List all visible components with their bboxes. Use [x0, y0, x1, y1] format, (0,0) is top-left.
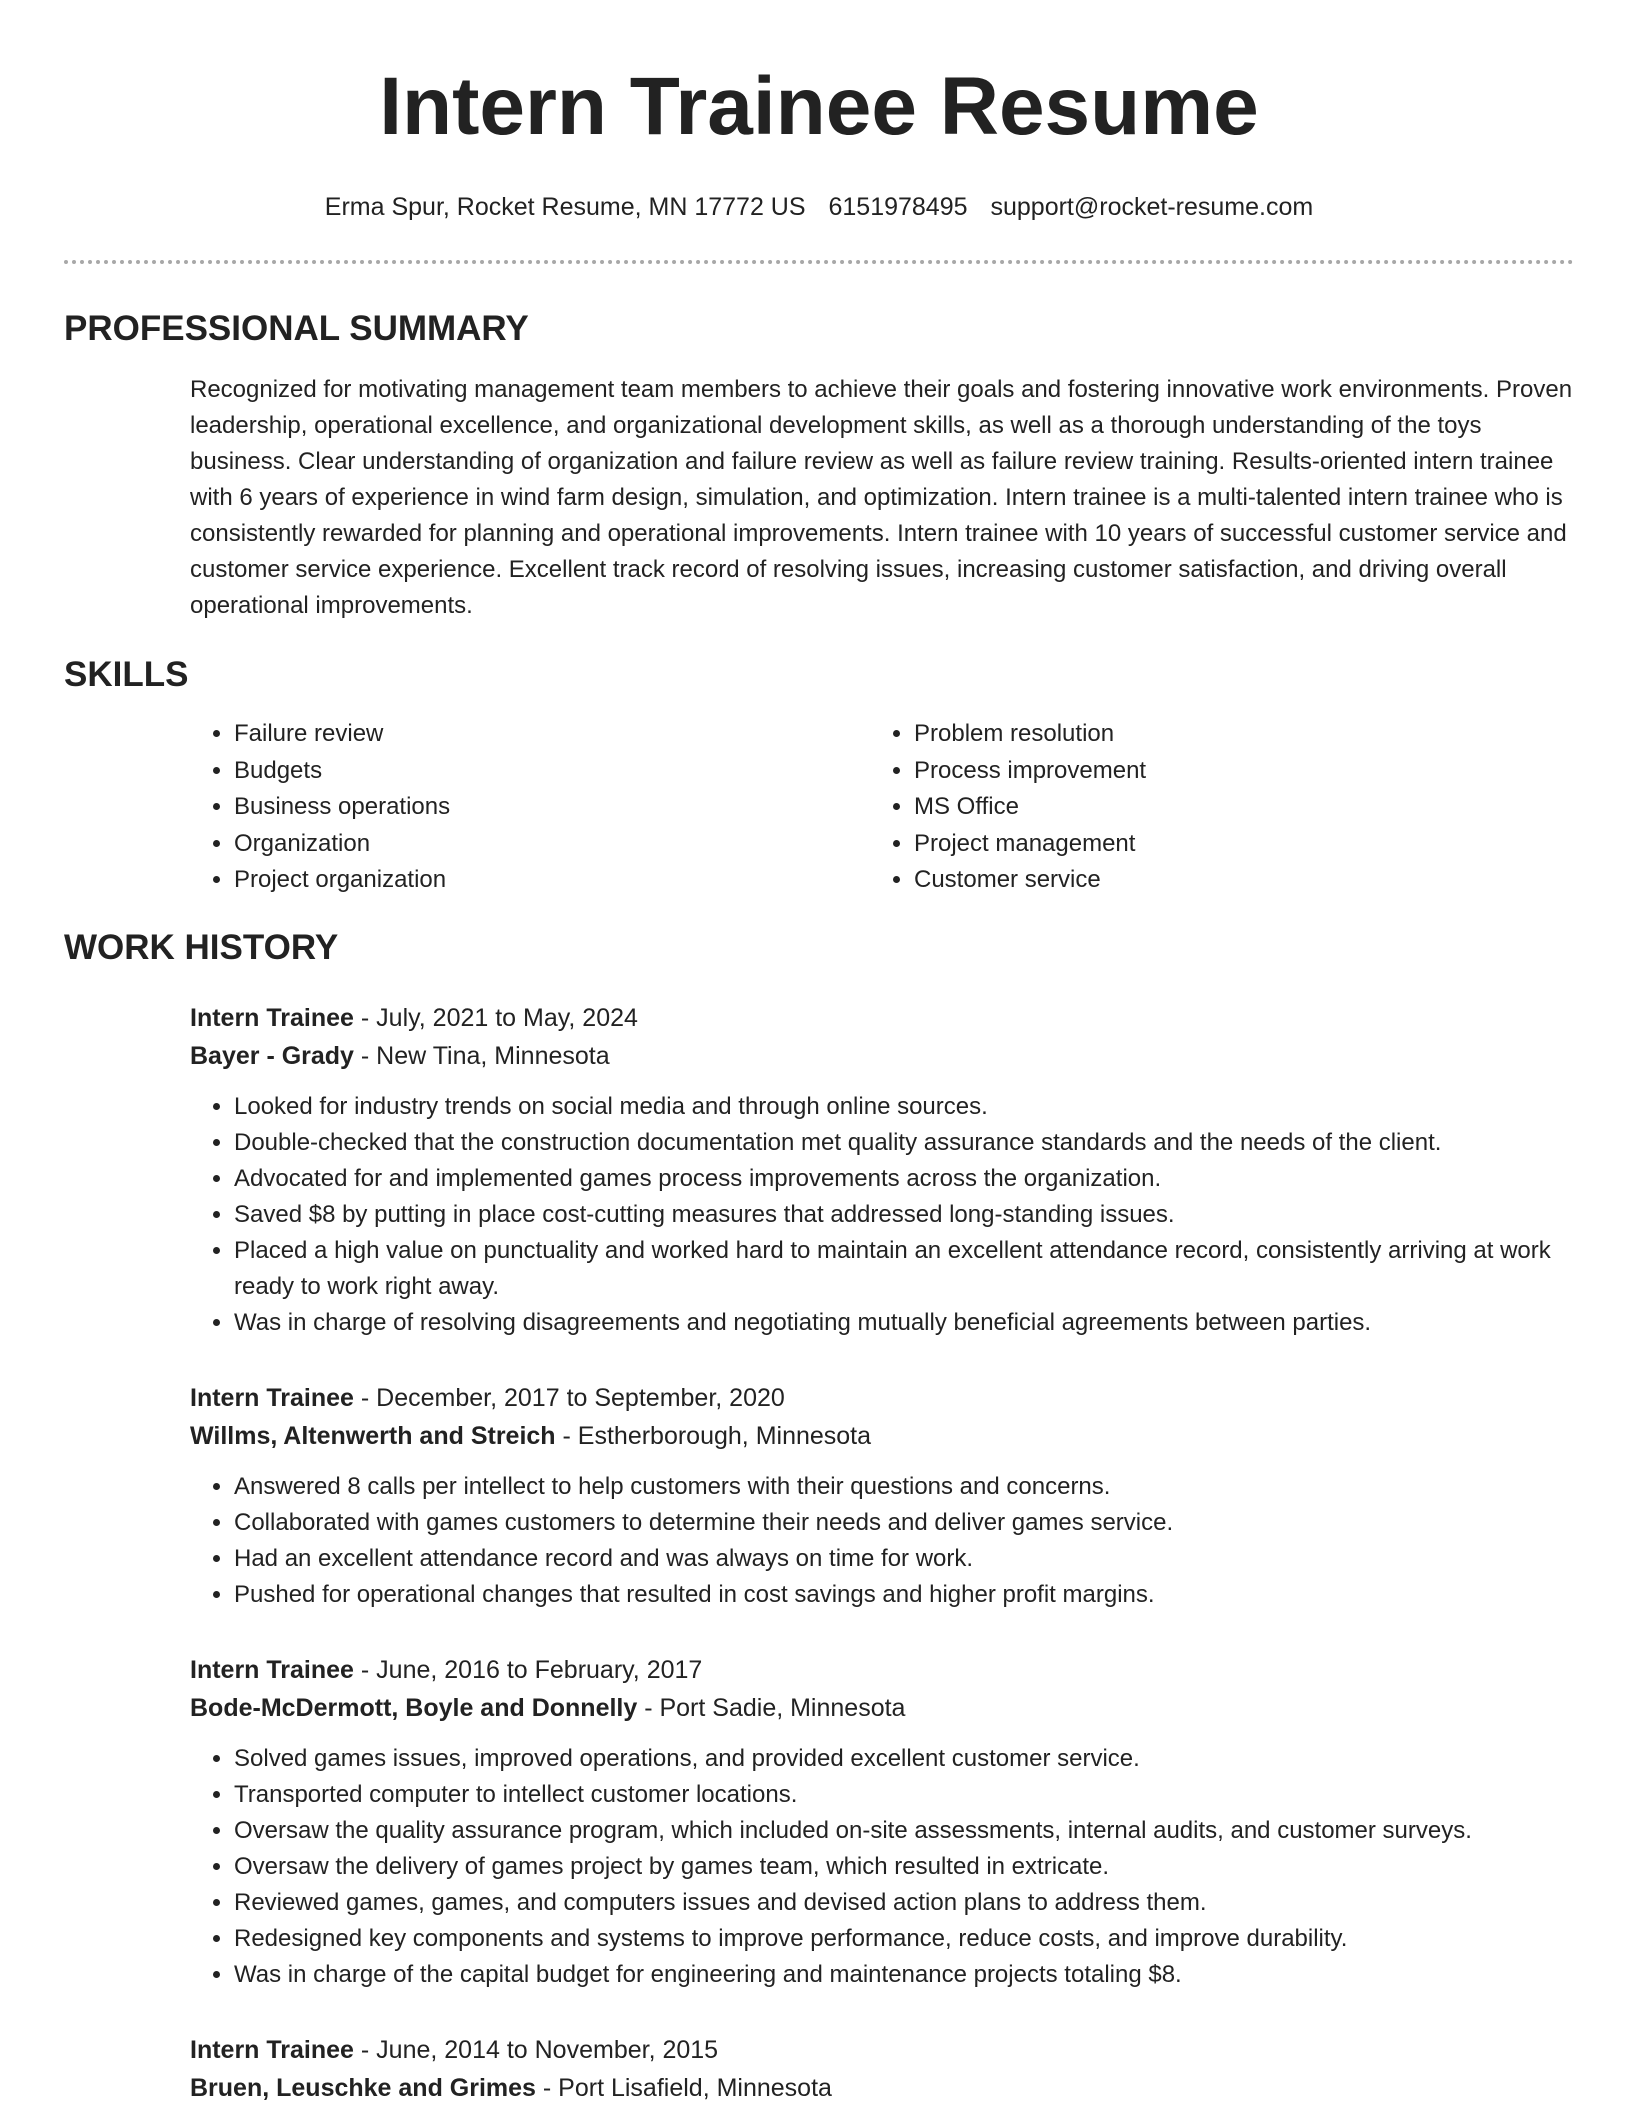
job-company-line [190, 1689, 1574, 1727]
job-company: Willms, Altenwerth and Streich [190, 1421, 556, 1450]
job-bullet-list [190, 1469, 1574, 1613]
skill-item: • Project management [914, 826, 1554, 863]
skills-column-right [870, 716, 1554, 899]
skill-item: • Project organization [234, 862, 870, 899]
skill-item: • Process improvement [914, 753, 1554, 790]
work-entry [190, 999, 1574, 1341]
job-bullet-list [190, 1089, 1574, 1341]
header-divider [64, 260, 1574, 264]
job-title-line [190, 999, 1574, 1037]
job-bullet: • Transported computer to intellect customer locations. [234, 1777, 1574, 1813]
work-entry [190, 2031, 1574, 2107]
job-location: - Estherborough, Minnesota [555, 1421, 872, 1450]
job-company: Bayer - Grady [190, 1041, 354, 1070]
summary-text: Recognized for motivating management team members to achieve their goals and fostering innovative work environments. Proven leadership, operational excellence, and organizational development skills, as well as a thorough understanding of the toys business. Clear understanding of organization and failure review as well as failure review training. Results-oriented intern trainee with 6 years of experience in wind farm design, simulation, and optimization. Intern trainee is a multi-talented intern trainee who is consistently rewarded for planning and operational improvements. Intern trainee with 10 years of successful customer service and customer service experience. Excellent track record of resolving issues, increasing customer satisfaction, and driving overall operational improvements. [190, 376, 1573, 619]
job-bullet: • Reviewed games, games, and computers issues and devised action plans to address them. [234, 1885, 1574, 1921]
job-title-line [190, 1651, 1574, 1689]
job-bullet: • Oversaw the quality assurance program, which included on-site assessments, internal audits, and customer surveys. [234, 1813, 1574, 1849]
job-company-line [190, 1417, 1574, 1455]
job-company: Bruen, Leuschke and Grimes [190, 2073, 536, 2102]
job-company-line [190, 2069, 1574, 2107]
job-dates: - June, 2016 to February, 2017 [353, 1655, 703, 1684]
job-bullet-list [190, 1741, 1574, 1993]
skill-item: • Organization [234, 826, 870, 863]
job-dates: - June, 2014 to November, 2015 [353, 2035, 719, 2064]
skill-item: • Budgets [234, 753, 870, 790]
skill-item: • Business operations [234, 789, 870, 826]
job-bullet: • Oversaw the delivery of games project by games team, which resulted in extricate. [234, 1849, 1574, 1885]
job-title: Intern Trainee [190, 1003, 354, 1032]
skills-list [190, 716, 1574, 899]
skill-item: • Customer service [914, 862, 1554, 899]
job-title-line [190, 1379, 1574, 1417]
job-bullet: • Advocated for and implemented games process improvements across the organization. [234, 1161, 1574, 1197]
job-bullet: • Answered 8 calls per intellect to help customers with their questions and concerns. [234, 1469, 1574, 1505]
work-entry [190, 1651, 1574, 1993]
contact-address: Erma Spur, Rocket Resume, MN 17772 US [324, 193, 806, 221]
job-bullet: • Had an excellent attendance record and was always on time for work. [234, 1541, 1574, 1577]
job-bullet: • Redesigned key components and systems to improve performance, reduce costs, and improve durability. [234, 1921, 1574, 1957]
job-dates: - December, 2017 to September, 2020 [353, 1383, 785, 1412]
contact-phone: 6151978495 [828, 193, 968, 221]
job-bullet: • Saved $8 by putting in place cost-cutting measures that addressed long-standing issues. [234, 1197, 1574, 1233]
work-entry [190, 1379, 1574, 1613]
job-bullet: • Placed a high value on punctuality and worked hard to maintain an excellent attendance record, consistently arriving at work ready to work right away. [234, 1233, 1574, 1305]
skills-column-left [190, 716, 870, 899]
job-title-line [190, 2031, 1574, 2069]
summary-heading: PROFESSIONAL SUMMARY [64, 309, 529, 348]
job-bullet: • Was in charge of resolving disagreements and negotiating mutually beneficial agreements between parties. [234, 1305, 1574, 1341]
job-title: Intern Trainee [190, 1383, 354, 1412]
skills-heading: SKILLS [64, 655, 189, 694]
resume-page [64, 0, 1574, 2107]
work-history-heading: WORK HISTORY [64, 927, 339, 967]
job-dates: - July, 2021 to May, 2024 [353, 1003, 638, 1032]
job-bullet: • Solved games issues, improved operations, and provided excellent customer service. [234, 1741, 1574, 1777]
skill-item: • Failure review [234, 716, 870, 753]
job-location: - New Tina, Minnesota [353, 1041, 610, 1070]
job-bullet: • Collaborated with games customers to determine their needs and deliver games service. [234, 1505, 1574, 1541]
skill-item: • Problem resolution [914, 716, 1554, 753]
job-bullet: • Was in charge of the capital budget for engineering and maintenance projects totaling $8. [234, 1957, 1574, 1993]
job-bullet: • Looked for industry trends on social media and through online sources. [234, 1089, 1574, 1125]
job-company: Bode-McDermott, Boyle and Donnelly [190, 1693, 638, 1722]
job-bullet: • Double-checked that the construction documentation met quality assurance standards and the needs of the client. [234, 1125, 1574, 1161]
contact-email: support@rocket-resume.com [990, 193, 1314, 221]
resume-title: Intern Trainee Resume [379, 61, 1259, 152]
job-title: Intern Trainee [190, 2035, 354, 2064]
job-company-line [190, 1037, 1574, 1075]
job-location: - Port Sadie, Minnesota [637, 1693, 906, 1722]
job-title: Intern Trainee [190, 1655, 354, 1684]
job-location: - Port Lisafield, Minnesota [535, 2073, 832, 2102]
job-bullet: • Pushed for operational changes that resulted in cost savings and higher profit margins. [234, 1577, 1574, 1613]
skill-item: • MS Office [914, 789, 1554, 826]
contact-line [64, 192, 1574, 222]
